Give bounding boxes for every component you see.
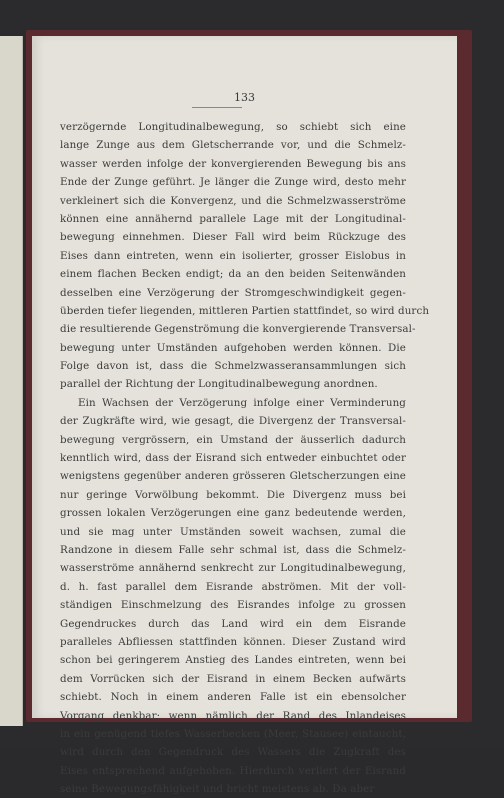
text-line: d. h. fast parallel dem Eisrande abströmen. Mit der voll- [60, 580, 406, 593]
text-line: Gegendruckes durch das Land wird ein dem Eisrande [60, 617, 406, 630]
text-line: Ende der Zunge geführt. Je länger die Zunge wird, desto mehr [60, 176, 406, 189]
text-line: grossen lokalen Verzögerungen eine ganz bedeutende werden, [60, 507, 406, 520]
text-line: Folge davon ist, dass die Schmelzwasseransammlungen sich [60, 360, 406, 373]
text-line: in ein genügend tiefes Wasserbecken (Meer, Stausee) eintaucht, [60, 727, 406, 740]
text-line: Eises entsprechend aufgehoben. Hierdurch verliert der Eisrand [60, 764, 406, 777]
left-page-edge [0, 36, 23, 726]
text-line: und sie mag unter Umständen soweit wachsen, zumal die [60, 525, 406, 538]
text-line: verkleinert sich die Konvergenz, und die Schmelzwasserströme [60, 194, 406, 207]
text-line: lange Zunge aus dem Gletscherrande vor, und die Schmelz- [60, 139, 406, 152]
text-line: parallel der Richtung der Longitudinalbewegung anordnen. [60, 378, 378, 391]
text-line: einem flachen Becken endigt; da an den beiden Seitenwänden [60, 268, 406, 281]
text-line: können eine annähernd parallele Lage mit der Longitudinal- [60, 212, 406, 225]
text-line: desselben eine Verzögerung der Stromgeschwindigkeit gegen- [60, 286, 406, 299]
text-line: nur geringe Vorwölbung bekommt. Die Divergenz muss bei [60, 488, 406, 501]
text-line: ständigen Einschmelzung des Eisrandes infolge zu grossen [60, 599, 406, 612]
text-line: wenigstens gegenüber anderen grösseren Gletscherzungen eine [60, 470, 406, 483]
text-line: dem Vorrücken sich der Eisrand in einem Becken aufwärts [60, 672, 406, 685]
text-line: wird durch den Gegendruck des Wassers die Zugkraft des [60, 746, 406, 759]
text-line: bewegung einnehmen. Dieser Fall wird beim Rückzuge des [60, 231, 406, 244]
body-text [60, 118, 430, 798]
text-line: überden tiefer liegenden, mittleren Partien stattfindet, so wird durch [60, 304, 430, 317]
page-number-rule [192, 107, 242, 108]
page-number: 133 [234, 91, 255, 104]
text-line: Vorgang denkbar; wenn nämlich der Rand des Inlandeises [60, 709, 406, 722]
text-line: Eises dann eintreten, wenn ein isolierter, grosser Eislobus in [60, 249, 406, 262]
text-line: schiebt. Noch in einem anderen Falle ist ein ebensolcher [60, 691, 406, 704]
book-page [32, 36, 457, 796]
text-line: bewegung vergrössern, ein Umstand der äusserlich dadurch [60, 433, 406, 446]
text-line: kenntlich wird, dass der Eisrand sich entweder einbuchtet oder [60, 452, 406, 465]
text-line: die resultierende Gegenströmung die konvergierende Transversal- [60, 323, 416, 336]
text-line: Ein Wachsen der Verzögerung infolge einer Verminderung [78, 396, 406, 409]
text-line: bewegung unter Umständen aufgehoben werden können. Die [60, 341, 406, 354]
text-line: paralleles Abfliessen stattfinden können. Dieser Zustand wird [60, 635, 406, 648]
text-line: verzögernde Longitudinalbewegung, so schiebt sich eine [60, 121, 406, 133]
text-line: seine Bewegungsfähigkeit und bricht meistens ab. Da aber [60, 783, 375, 796]
text-line: wasser werden infolge der konvergierenden Bewegung bis ans [60, 157, 406, 170]
text-line: Randzone in diesem Falle sehr schmal ist, dass die Schmelz- [60, 543, 406, 556]
text-line: schon bei geringerem Anstieg des Landes eintreten, wenn bei [60, 654, 406, 667]
text-line: der Zugkräfte wird, wie gesagt, die Divergenz der Transversal- [60, 415, 406, 428]
text-line: wasserströme annähernd senkrecht zur Longitudinalbewegung, [60, 562, 406, 575]
